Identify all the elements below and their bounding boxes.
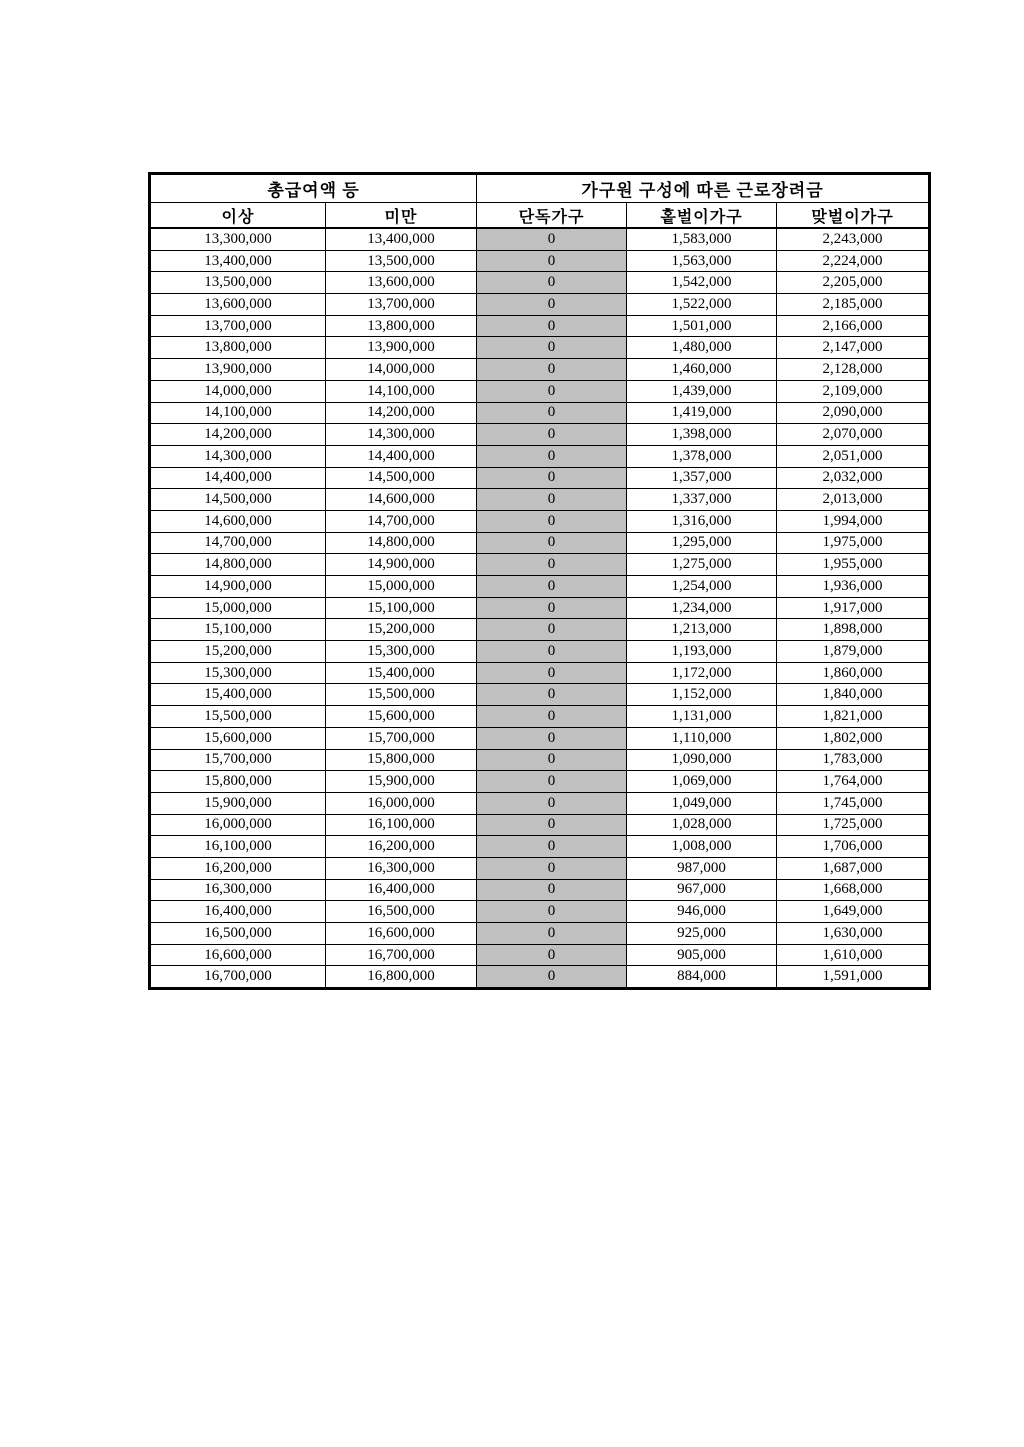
table-cell: 1,357,000	[627, 467, 777, 489]
table-cell: 15,900,000	[326, 771, 477, 793]
table-row	[150, 966, 930, 989]
table-cell: 14,800,000	[326, 532, 477, 554]
table-row	[150, 792, 930, 814]
table-cell: 1,378,000	[627, 445, 777, 467]
table-cell: 15,700,000	[326, 727, 477, 749]
table-cell: 15,500,000	[150, 706, 326, 728]
col-header-lower-bound: 이상	[150, 203, 326, 229]
table-cell: 1,687,000	[777, 857, 930, 879]
table-cell: 1,193,000	[627, 641, 777, 663]
table-cell: 0	[477, 467, 627, 489]
table-cell: 1,668,000	[777, 879, 930, 901]
table-cell: 14,300,000	[326, 424, 477, 446]
table-cell: 16,800,000	[326, 966, 477, 989]
table-cell: 1,898,000	[777, 619, 930, 641]
table-cell: 15,800,000	[326, 749, 477, 771]
table-cell: 0	[477, 250, 627, 272]
table-cell: 1,439,000	[627, 380, 777, 402]
table-cell: 0	[477, 619, 627, 641]
table-row	[150, 250, 930, 272]
table-cell: 16,100,000	[326, 814, 477, 836]
table-row	[150, 467, 930, 489]
table-cell: 0	[477, 814, 627, 836]
table-row	[150, 771, 930, 793]
table-cell: 15,600,000	[150, 727, 326, 749]
table-cell: 1,542,000	[627, 272, 777, 294]
table-row	[150, 684, 930, 706]
table-cell: 2,128,000	[777, 359, 930, 381]
table-cell: 1,936,000	[777, 576, 930, 598]
table-cell: 1,860,000	[777, 662, 930, 684]
table-row	[150, 489, 930, 511]
table-cell: 0	[477, 510, 627, 532]
table-cell: 2,243,000	[777, 228, 930, 250]
table-row	[150, 662, 930, 684]
table-cell: 2,032,000	[777, 467, 930, 489]
table-row	[150, 901, 930, 923]
table-cell: 1,610,000	[777, 944, 930, 966]
table-cell: 16,200,000	[150, 857, 326, 879]
table-cell: 16,100,000	[150, 836, 326, 858]
table-cell: 2,185,000	[777, 294, 930, 316]
table-row	[150, 749, 930, 771]
table-cell: 1,028,000	[627, 814, 777, 836]
table-cell: 0	[477, 532, 627, 554]
table-cell: 0	[477, 359, 627, 381]
table-cell: 0	[477, 445, 627, 467]
header-group-eitc-by-household: 가구원 구성에 따른 근로장려금	[477, 174, 930, 203]
table-cell: 2,147,000	[777, 337, 930, 359]
table-row	[150, 402, 930, 424]
table-cell: 1,706,000	[777, 836, 930, 858]
table-cell: 16,500,000	[150, 923, 326, 945]
table-row	[150, 879, 930, 901]
table-cell: 1,254,000	[627, 576, 777, 598]
table-cell: 0	[477, 662, 627, 684]
table-row	[150, 857, 930, 879]
table-cell: 16,700,000	[150, 966, 326, 989]
table-cell: 0	[477, 489, 627, 511]
table-cell: 0	[477, 554, 627, 576]
table-cell: 1,480,000	[627, 337, 777, 359]
table-cell: 1,234,000	[627, 597, 777, 619]
table-cell: 905,000	[627, 944, 777, 966]
table-cell: 13,800,000	[150, 337, 326, 359]
table-cell: 13,900,000	[150, 359, 326, 381]
table-cell: 15,300,000	[326, 641, 477, 663]
table-cell: 0	[477, 228, 627, 250]
table-cell: 14,300,000	[150, 445, 326, 467]
table-cell: 13,400,000	[326, 228, 477, 250]
table-cell: 967,000	[627, 879, 777, 901]
table-cell: 0	[477, 337, 627, 359]
table-cell: 1,460,000	[627, 359, 777, 381]
table-cell: 15,200,000	[150, 641, 326, 663]
table-cell: 15,700,000	[150, 749, 326, 771]
table-row	[150, 641, 930, 663]
table-cell: 0	[477, 923, 627, 945]
table-row	[150, 510, 930, 532]
table-cell: 0	[477, 380, 627, 402]
table-cell: 1,745,000	[777, 792, 930, 814]
table-cell: 1,069,000	[627, 771, 777, 793]
table-cell: 1,522,000	[627, 294, 777, 316]
table-cell: 2,013,000	[777, 489, 930, 511]
table-cell: 0	[477, 857, 627, 879]
table-cell: 0	[477, 315, 627, 337]
table-cell: 0	[477, 706, 627, 728]
table-cell: 1,917,000	[777, 597, 930, 619]
table-row	[150, 619, 930, 641]
table-cell: 0	[477, 402, 627, 424]
table-row	[150, 923, 930, 945]
table-row	[150, 554, 930, 576]
table-cell: 1,090,000	[627, 749, 777, 771]
table-row	[150, 380, 930, 402]
table-cell: 1,591,000	[777, 966, 930, 989]
table-cell: 16,400,000	[326, 879, 477, 901]
table-cell: 14,500,000	[150, 489, 326, 511]
table-cell: 1,764,000	[777, 771, 930, 793]
table-cell: 1,840,000	[777, 684, 930, 706]
table-body	[150, 228, 930, 989]
table-cell: 13,500,000	[150, 272, 326, 294]
table-cell: 2,051,000	[777, 445, 930, 467]
table-row	[150, 424, 930, 446]
table-cell: 15,300,000	[150, 662, 326, 684]
table-cell: 1,994,000	[777, 510, 930, 532]
table-cell: 2,090,000	[777, 402, 930, 424]
table-cell: 14,000,000	[150, 380, 326, 402]
table-cell: 14,800,000	[150, 554, 326, 576]
table-cell: 15,100,000	[326, 597, 477, 619]
table-cell: 1,975,000	[777, 532, 930, 554]
table-cell: 0	[477, 684, 627, 706]
table-cell: 1,783,000	[777, 749, 930, 771]
table-cell: 0	[477, 836, 627, 858]
table-cell: 14,600,000	[150, 510, 326, 532]
table-cell: 16,600,000	[326, 923, 477, 945]
table-cell: 14,700,000	[150, 532, 326, 554]
table-cell: 2,166,000	[777, 315, 930, 337]
table-header-group-row	[150, 174, 930, 203]
table-cell: 1,501,000	[627, 315, 777, 337]
table-cell: 0	[477, 944, 627, 966]
table-cell: 0	[477, 727, 627, 749]
table-cell: 14,700,000	[326, 510, 477, 532]
table-cell: 16,300,000	[150, 879, 326, 901]
table-cell: 15,600,000	[326, 706, 477, 728]
table-column-header-row	[150, 203, 930, 229]
table-cell: 925,000	[627, 923, 777, 945]
table-cell: 0	[477, 901, 627, 923]
table-cell: 15,000,000	[150, 597, 326, 619]
table-row	[150, 597, 930, 619]
table-cell: 15,400,000	[150, 684, 326, 706]
table-row	[150, 727, 930, 749]
table-row	[150, 315, 930, 337]
col-header-single-income-household: 홑벌이가구	[627, 203, 777, 229]
table-cell: 2,070,000	[777, 424, 930, 446]
table-row	[150, 228, 930, 250]
table-cell: 16,200,000	[326, 836, 477, 858]
table-cell: 0	[477, 424, 627, 446]
table-cell: 13,400,000	[150, 250, 326, 272]
table-cell: 13,500,000	[326, 250, 477, 272]
table-row	[150, 532, 930, 554]
table-cell: 15,200,000	[326, 619, 477, 641]
table-cell: 15,500,000	[326, 684, 477, 706]
table-cell: 14,200,000	[150, 424, 326, 446]
col-header-upper-bound: 미만	[326, 203, 477, 229]
table-cell: 13,300,000	[150, 228, 326, 250]
table-cell: 15,900,000	[150, 792, 326, 814]
table-cell: 0	[477, 792, 627, 814]
table-cell: 15,800,000	[150, 771, 326, 793]
table-cell: 2,224,000	[777, 250, 930, 272]
table-cell: 1,110,000	[627, 727, 777, 749]
table-cell: 0	[477, 966, 627, 989]
table-cell: 1,008,000	[627, 836, 777, 858]
table-cell: 0	[477, 771, 627, 793]
table-cell: 1,879,000	[777, 641, 930, 663]
table-cell: 14,400,000	[326, 445, 477, 467]
table-cell: 13,700,000	[150, 315, 326, 337]
table-cell: 1,802,000	[777, 727, 930, 749]
table-cell: 13,900,000	[326, 337, 477, 359]
table-cell: 1,630,000	[777, 923, 930, 945]
table-row	[150, 944, 930, 966]
table-cell: 14,100,000	[326, 380, 477, 402]
table-cell: 0	[477, 272, 627, 294]
table-cell: 946,000	[627, 901, 777, 923]
table-cell: 16,600,000	[150, 944, 326, 966]
table-cell: 1,213,000	[627, 619, 777, 641]
table-row	[150, 706, 930, 728]
table-cell: 1,955,000	[777, 554, 930, 576]
eitc-table	[148, 172, 931, 990]
table-cell: 16,500,000	[326, 901, 477, 923]
table-row	[150, 576, 930, 598]
table-cell: 15,100,000	[150, 619, 326, 641]
table-cell: 1,821,000	[777, 706, 930, 728]
table-cell: 16,000,000	[326, 792, 477, 814]
table-cell: 14,500,000	[326, 467, 477, 489]
table-cell: 14,900,000	[326, 554, 477, 576]
table-cell: 1,563,000	[627, 250, 777, 272]
table-row	[150, 359, 930, 381]
table-row	[150, 836, 930, 858]
table-cell: 1,337,000	[627, 489, 777, 511]
table-cell: 2,109,000	[777, 380, 930, 402]
table-cell: 14,400,000	[150, 467, 326, 489]
table-cell: 16,300,000	[326, 857, 477, 879]
table-row	[150, 445, 930, 467]
table-row	[150, 272, 930, 294]
table-cell: 0	[477, 641, 627, 663]
col-header-single-household: 단독가구	[477, 203, 627, 229]
table-cell: 16,400,000	[150, 901, 326, 923]
table-cell: 1,049,000	[627, 792, 777, 814]
table-cell: 1,152,000	[627, 684, 777, 706]
table-cell: 16,700,000	[326, 944, 477, 966]
table-cell: 0	[477, 576, 627, 598]
table-cell: 14,100,000	[150, 402, 326, 424]
table-cell: 0	[477, 879, 627, 901]
table-cell: 1,419,000	[627, 402, 777, 424]
col-header-dual-income-household: 맞벌이가구	[777, 203, 930, 229]
table-cell: 1,295,000	[627, 532, 777, 554]
table-row	[150, 814, 930, 836]
table-cell: 1,725,000	[777, 814, 930, 836]
table-cell: 987,000	[627, 857, 777, 879]
header-group-total-salary: 총급여액 등	[150, 174, 477, 203]
table-cell: 15,000,000	[326, 576, 477, 598]
table-cell: 13,600,000	[326, 272, 477, 294]
table-cell: 0	[477, 294, 627, 316]
table-cell: 14,600,000	[326, 489, 477, 511]
table-cell: 1,172,000	[627, 662, 777, 684]
table-cell: 0	[477, 597, 627, 619]
table-cell: 15,400,000	[326, 662, 477, 684]
table-cell: 1,649,000	[777, 901, 930, 923]
table-row	[150, 337, 930, 359]
table-cell: 0	[477, 749, 627, 771]
table-cell: 1,131,000	[627, 706, 777, 728]
table-cell: 1,316,000	[627, 510, 777, 532]
table-cell: 884,000	[627, 966, 777, 989]
table-row	[150, 294, 930, 316]
table-cell: 13,800,000	[326, 315, 477, 337]
table-cell: 13,600,000	[150, 294, 326, 316]
table-cell: 13,700,000	[326, 294, 477, 316]
table-cell: 14,000,000	[326, 359, 477, 381]
table-cell: 14,900,000	[150, 576, 326, 598]
table-cell: 2,205,000	[777, 272, 930, 294]
table-cell: 14,200,000	[326, 402, 477, 424]
table-cell: 1,398,000	[627, 424, 777, 446]
table-cell: 16,000,000	[150, 814, 326, 836]
table-cell: 1,583,000	[627, 228, 777, 250]
table-cell: 1,275,000	[627, 554, 777, 576]
